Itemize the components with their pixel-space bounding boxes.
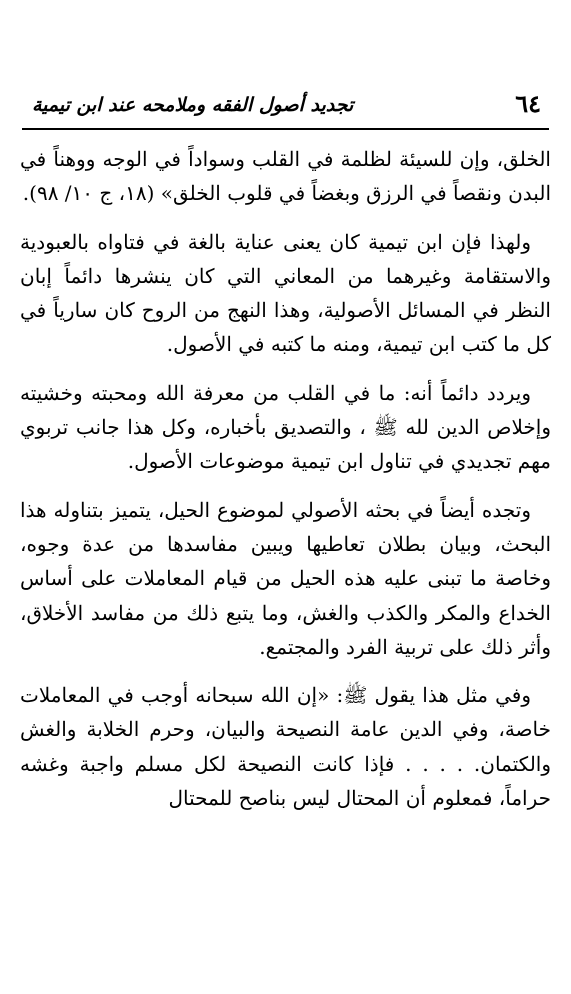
paragraph-5: وفي مثل هذا يقول ﷺ: «إن الله سبحانه أوجب في المعاملات خاصة، وفي الدين عامة النصيحة والبيان، وحرم الخلابة والغش والكتمان. . . . . فإذا كانت النصيحة لكل مسلم واجبة وغشه حراماً، فمعلوم أن المحتال ليس بناصح للمحتال — [20, 683, 551, 811]
body-text — [20, 142, 551, 829]
running-title: تجديد أصول الفقه وملامحه عند ابن تيمية — [32, 94, 354, 116]
page-header — [22, 88, 549, 126]
paragraph-4: وتجده أيضاً في بحثه الأصولي لموضوع الحيل، يتميز بتناوله هذا البحث، وبيان بطلان تعاطيها ويبين مفاسدها من عدة وجوه، وخاصة ما تبنى عليه هذه الحيل من قيام المعاملات على أساس الخداع والمكر والكذب والغش، وما يتبع ذلك من مفاسد الأخلاق، وأثر ذلك على تربية الفرد والمجتمع. — [20, 497, 551, 659]
paragraph-1: الخلق، وإن للسيئة لظلمة في القلب وسواداً في الوجه ووهناً في البدن ونقصاً في الرزق وبغضاً في قلوب الخلق» (١٨، ج ١٠/ ٩٨). — [20, 147, 551, 206]
paragraph-3: ويردد دائماً أنه: ما في القلب من معرفة الله ومحبته وخشيته وإخلاص الدين لله ﷺ ، والتصديق بأخباره، وكل هذا جانب تربوي مهم تجديدي في تناول ابن تيمية موضوعات الأصول. — [20, 380, 551, 474]
paragraph-2: ولهذا فإن ابن تيمية كان يعنى عناية بالغة في فتاواه بالعبودية والاستقامة وغيرهما من المعاني التي كان ينشرها دائماً إبان النظر في المسائل الأصولية، وهذا النهج من الروح كان سارياً في كل ما كتب ابن تيمية، ومنه ما كتبه في الأصول. — [20, 229, 551, 357]
header-divider — [22, 128, 549, 130]
page-number: ٦٤ — [515, 89, 541, 118]
